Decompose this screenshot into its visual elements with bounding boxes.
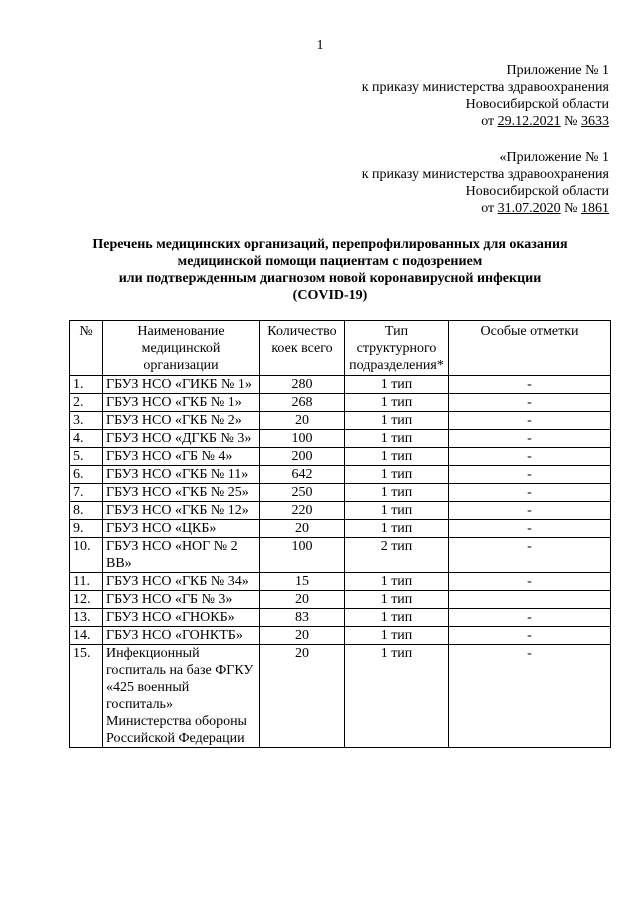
unit-type: 1 тип xyxy=(345,591,449,609)
bed-count: 280 xyxy=(260,376,345,394)
table-row xyxy=(70,466,611,484)
row-number: 2. xyxy=(70,394,103,412)
annex-date-prefix: от xyxy=(481,114,495,129)
notes: - xyxy=(449,609,611,627)
bed-count: 268 xyxy=(260,394,345,412)
organization-name: ГБУЗ НСО «ГКБ № 1» xyxy=(103,394,260,412)
bed-count: 250 xyxy=(260,484,345,502)
table-row xyxy=(70,376,611,394)
organization-name: ГБУЗ НСО «ГБ № 4» xyxy=(103,448,260,466)
bed-count: 15 xyxy=(260,573,345,591)
unit-type: 1 тип xyxy=(345,609,449,627)
annex-date-line xyxy=(362,113,609,130)
annex-date-line xyxy=(362,200,609,217)
notes: - xyxy=(449,538,611,573)
header-number: № xyxy=(70,321,103,376)
table-row xyxy=(70,430,611,448)
organization-name: ГБУЗ НСО «ГКБ № 34» xyxy=(103,573,260,591)
annex-number-sign: № xyxy=(564,114,578,129)
notes: - xyxy=(449,430,611,448)
annex-region-line: Новосибирской области xyxy=(465,184,609,199)
notes: - xyxy=(449,448,611,466)
table-row xyxy=(70,627,611,645)
notes: - xyxy=(449,466,611,484)
bed-count: 20 xyxy=(260,412,345,430)
unit-type: 2 тип xyxy=(345,538,449,573)
annex-date: 29.12.2021 xyxy=(497,114,561,129)
organization-name: ГБУЗ НСО «ГБ № 3» xyxy=(103,591,260,609)
row-number: 14. xyxy=(70,627,103,645)
page-number: 1 xyxy=(316,38,324,53)
annex-number: 1861 xyxy=(581,201,609,216)
table-row xyxy=(70,645,611,748)
table-row xyxy=(70,609,611,627)
annex-region-line: Новосибирской области xyxy=(465,97,609,112)
title-line: или подтвержденным диагнозом новой коронавирусной инфекции xyxy=(118,271,542,286)
unit-type: 1 тип xyxy=(345,573,449,591)
notes: - xyxy=(449,520,611,538)
organization-name: ГБУЗ НСО «ГКБ № 12» xyxy=(103,502,260,520)
bed-count: 220 xyxy=(260,502,345,520)
organization-name: ГБУЗ НСО «ГИКБ № 1» xyxy=(103,376,260,394)
table-row xyxy=(70,484,611,502)
row-number: 11. xyxy=(70,573,103,591)
organization-name: ГБУЗ НСО «ДГКБ № 3» xyxy=(103,430,260,448)
notes: - xyxy=(449,573,611,591)
row-number: 4. xyxy=(70,430,103,448)
unit-type: 1 тип xyxy=(345,466,449,484)
bed-count: 100 xyxy=(260,430,345,448)
header-notes: Особые отметки xyxy=(449,321,611,376)
annex-date-prefix: от xyxy=(481,201,495,216)
row-number: 9. xyxy=(70,520,103,538)
notes: - xyxy=(449,484,611,502)
organizations-table xyxy=(69,320,611,748)
notes: - xyxy=(449,627,611,645)
table-row xyxy=(70,448,611,466)
row-number: 15. xyxy=(70,645,103,748)
unit-type: 1 тип xyxy=(345,430,449,448)
organization-name: ГБУЗ НСО «ГКБ № 11» xyxy=(103,466,260,484)
header-bed-count: Количество коек всего xyxy=(260,321,345,376)
unit-type: 1 тип xyxy=(345,412,449,430)
unit-type: 1 тип xyxy=(345,627,449,645)
notes: - xyxy=(449,645,611,748)
row-number: 10. xyxy=(70,538,103,573)
table-row xyxy=(70,502,611,520)
annex-number-sign: № xyxy=(564,201,578,216)
annex-original xyxy=(362,149,609,217)
row-number: 3. xyxy=(70,412,103,430)
unit-type: 1 тип xyxy=(345,448,449,466)
annex-current xyxy=(362,62,609,130)
notes: - xyxy=(449,412,611,430)
notes xyxy=(449,591,611,609)
bed-count: 200 xyxy=(260,448,345,466)
table-row xyxy=(70,412,611,430)
unit-type: 1 тип xyxy=(345,502,449,520)
header-unit-type: Тип структурного подразделения* xyxy=(345,321,449,376)
organization-name: ГБУЗ НСО «ГОНКТБ» xyxy=(103,627,260,645)
table-row xyxy=(70,591,611,609)
unit-type: 1 тип xyxy=(345,645,449,748)
title-line: Перечень медицинских организаций, перепрофилированных для оказания xyxy=(92,237,568,252)
organization-name: ГБУЗ НСО «ГКБ № 2» xyxy=(103,412,260,430)
document-title xyxy=(40,236,620,304)
annex-order-line: к приказу министерства здравоохранения xyxy=(361,167,609,182)
title-line: (COVID-19) xyxy=(292,288,368,303)
notes: - xyxy=(449,502,611,520)
annex-order-line: к приказу министерства здравоохранения xyxy=(361,80,609,95)
annex-number: 3633 xyxy=(581,114,609,129)
header-organization: Наименование медицинской организации xyxy=(103,321,260,376)
annex-date: 31.07.2020 xyxy=(497,201,561,216)
notes: - xyxy=(449,376,611,394)
row-number: 7. xyxy=(70,484,103,502)
table-row xyxy=(70,520,611,538)
organization-name: ГБУЗ НСО «ЦКБ» xyxy=(103,520,260,538)
unit-type: 1 тип xyxy=(345,394,449,412)
row-number: 1. xyxy=(70,376,103,394)
row-number: 6. xyxy=(70,466,103,484)
annex-title: Приложение № 1 xyxy=(506,63,609,78)
bed-count: 20 xyxy=(260,591,345,609)
row-number: 13. xyxy=(70,609,103,627)
notes: - xyxy=(449,394,611,412)
table-row xyxy=(70,538,611,573)
bed-count: 83 xyxy=(260,609,345,627)
bed-count: 642 xyxy=(260,466,345,484)
unit-type: 1 тип xyxy=(345,484,449,502)
organization-name: ГБУЗ НСО «НОГ № 2 ВВ» xyxy=(103,538,260,573)
unit-type: 1 тип xyxy=(345,520,449,538)
row-number: 8. xyxy=(70,502,103,520)
bed-count: 100 xyxy=(260,538,345,573)
title-line: медицинской помощи пациентам с подозрением xyxy=(177,254,483,269)
organization-name: ГБУЗ НСО «ГКБ № 25» xyxy=(103,484,260,502)
table-row xyxy=(70,394,611,412)
row-number: 5. xyxy=(70,448,103,466)
organization-name: ГБУЗ НСО «ГНОКБ» xyxy=(103,609,260,627)
table-row xyxy=(70,573,611,591)
row-number: 12. xyxy=(70,591,103,609)
unit-type: 1 тип xyxy=(345,376,449,394)
table-header-row xyxy=(70,321,611,376)
annex-title: «Приложение № 1 xyxy=(499,150,609,165)
organization-name: Инфекционный госпиталь на базе ФГКУ «425 военный госпиталь» Министерства обороны Российской Федерации xyxy=(103,645,260,748)
bed-count: 20 xyxy=(260,645,345,748)
bed-count: 20 xyxy=(260,627,345,645)
bed-count: 20 xyxy=(260,520,345,538)
